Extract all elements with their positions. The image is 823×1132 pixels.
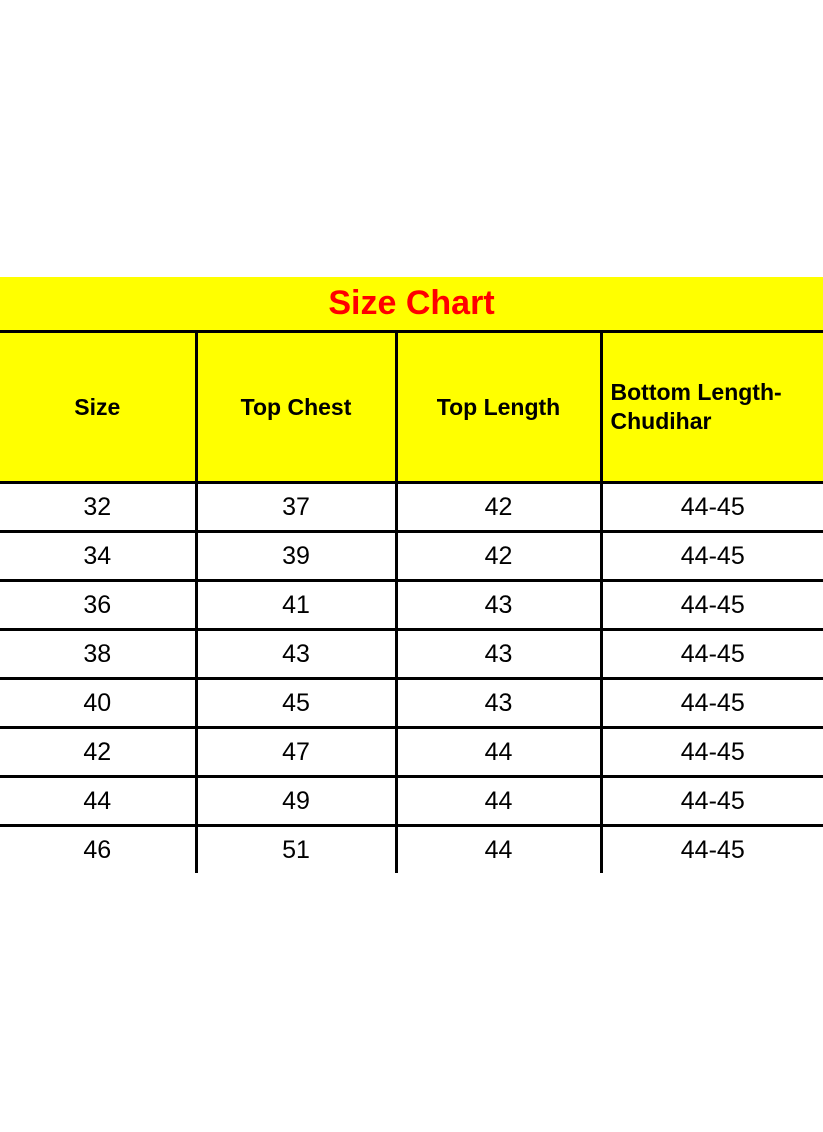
table-row: [0, 826, 823, 874]
column-header-top-length: Top Length: [396, 332, 601, 483]
column-header-bottom-length-chudihar: Bottom Length-Chudihar: [601, 332, 823, 483]
cell-top-chest: 43: [196, 630, 396, 679]
cell-top-chest: 45: [196, 679, 396, 728]
table-row: [0, 581, 823, 630]
cell-size: 34: [0, 532, 196, 581]
cell-top-length: 44: [396, 826, 601, 874]
table-row: [0, 630, 823, 679]
cell-top-chest: 39: [196, 532, 396, 581]
cell-bottom-length: 44-45: [601, 630, 823, 679]
cell-size: 40: [0, 679, 196, 728]
column-header-top-chest: Top Chest: [196, 332, 396, 483]
table-row: [0, 777, 823, 826]
cell-top-chest: 49: [196, 777, 396, 826]
cell-top-chest: 41: [196, 581, 396, 630]
table-header-row: [0, 332, 823, 483]
cell-top-length: 44: [396, 728, 601, 777]
cell-top-length: 43: [396, 581, 601, 630]
cell-size: 38: [0, 630, 196, 679]
cell-bottom-length: 44-45: [601, 483, 823, 532]
cell-top-length: 42: [396, 532, 601, 581]
table-row: [0, 532, 823, 581]
cell-size: 46: [0, 826, 196, 874]
cell-bottom-length: 44-45: [601, 581, 823, 630]
cell-size: 42: [0, 728, 196, 777]
table-row: [0, 483, 823, 532]
size-chart-table: [0, 277, 823, 873]
size-chart-container: [0, 277, 823, 873]
cell-top-chest: 51: [196, 826, 396, 874]
cell-bottom-length: 44-45: [601, 679, 823, 728]
cell-top-length: 43: [396, 679, 601, 728]
chart-title-row: [0, 277, 823, 332]
table-row: [0, 728, 823, 777]
cell-top-length: 44: [396, 777, 601, 826]
cell-top-chest: 37: [196, 483, 396, 532]
cell-bottom-length: 44-45: [601, 826, 823, 874]
cell-bottom-length: 44-45: [601, 532, 823, 581]
chart-title: Size Chart: [0, 277, 823, 332]
cell-bottom-length: 44-45: [601, 728, 823, 777]
column-header-size: Size: [0, 332, 196, 483]
cell-top-length: 42: [396, 483, 601, 532]
cell-size: 36: [0, 581, 196, 630]
table-row: [0, 679, 823, 728]
cell-size: 44: [0, 777, 196, 826]
cell-bottom-length: 44-45: [601, 777, 823, 826]
cell-size: 32: [0, 483, 196, 532]
cell-top-chest: 47: [196, 728, 396, 777]
cell-top-length: 43: [396, 630, 601, 679]
